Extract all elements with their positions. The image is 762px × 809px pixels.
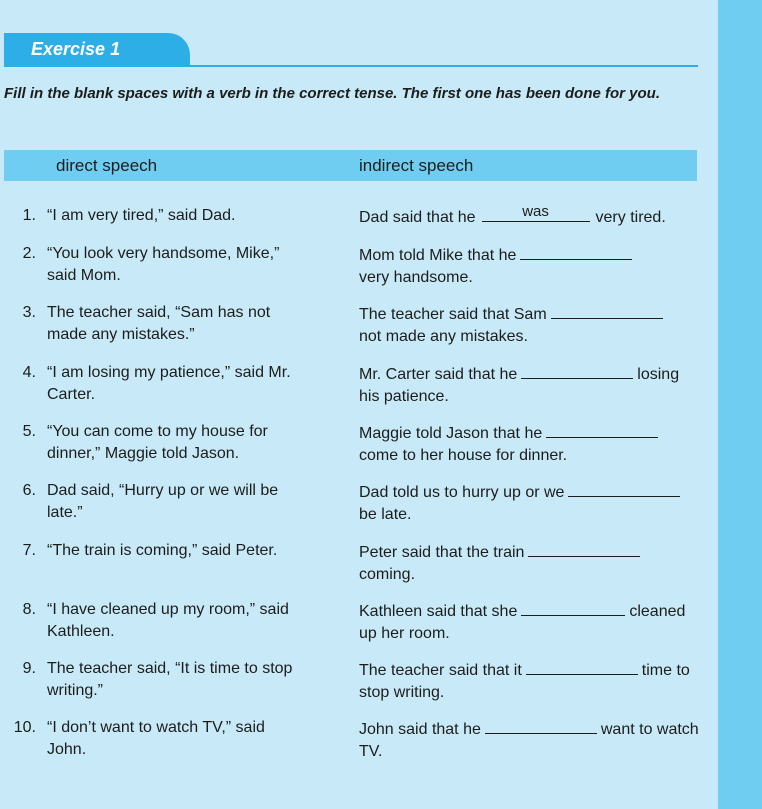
indirect-after: be late. [359,506,412,523]
instructions-text: Fill in the blank spaces with a [4,85,220,102]
indirect-before: Mr. Carter said that he [359,366,518,383]
indirect-after: losing his patience. [359,366,680,405]
direct-speech: “I am very tired,” said Dad. [47,207,236,224]
indirect-speech [359,540,699,586]
answer-blank[interactable] [528,540,640,557]
direct-speech: “You can come to my house for dinner,” Maggie told Jason. [47,423,268,462]
indirect-speech [359,599,699,645]
indirect-before: Dad said that he [359,209,476,226]
header-direct-speech: direct speech [56,156,158,175]
item-number: 5. [22,423,36,440]
indirect-speech [359,205,699,229]
direct-speech: “I am losing my patience,” said Mr. Carter. [47,364,291,403]
instructions-text-end: in the correct tense. The first one has been done for you. [250,85,660,102]
item-number: 2. [22,245,36,262]
indirect-after: come to her house for dinner. [359,447,568,464]
item-number: 8. [22,601,36,618]
indirect-before: The teacher said that Sam [359,306,547,323]
item-number: 3. [22,304,36,321]
indirect-speech [359,421,699,467]
direct-speech: The teacher said, “It is time to stop writing.” [47,660,293,699]
answer-blank[interactable] [521,599,625,616]
exercise-title: Exercise 1 [4,33,190,65]
indirect-before: Peter said that the train [359,544,525,561]
indirect-speech [359,243,699,289]
answer-text: was [522,203,549,220]
direct-speech: The teacher said, “Sam has not made any mistakes.” [47,304,271,343]
direct-speech: “The train is coming,” said Peter. [47,542,278,559]
instructions-keyword: verb [219,85,251,102]
answer-blank[interactable] [521,362,633,379]
indirect-speech [359,717,699,763]
answer-blank[interactable] [568,480,680,497]
indirect-speech [359,302,699,348]
indirect-after: time to stop writing. [359,662,690,701]
indirect-before: John said that he [359,721,481,738]
answer-blank[interactable] [485,717,597,734]
header-indirect-speech: indirect speech [359,156,474,175]
indirect-speech [359,658,699,704]
indirect-after: cleaned up her room. [359,603,686,642]
item-number: 10. [13,719,36,736]
item-number: 1. [22,207,36,224]
indirect-before: Dad told us to hurry up or we [359,484,565,501]
item-number: 4. [22,364,36,381]
item-number: 6. [22,482,36,499]
indirect-after: coming. [359,566,416,583]
answer-blank[interactable] [520,243,632,260]
indirect-before: The teacher said that it [359,662,522,679]
indirect-before: Mom told Mike that he [359,247,517,264]
answer-blank[interactable] [546,421,658,438]
right-margin-strip [718,0,762,809]
direct-speech: Dad said, “Hurry up or we will be late.” [47,482,279,521]
indirect-before: Maggie told Jason that he [359,425,543,442]
direct-speech: “You look very handsome, Mike,” said Mom. [47,245,280,284]
indirect-after: want to watch TV. [359,721,699,760]
indirect-after: very tired. [595,209,666,226]
indirect-before: Kathleen said that she [359,603,518,620]
answer-blank[interactable] [482,205,590,222]
item-number: 9. [22,660,36,677]
indirect-after: not made any mistakes. [359,328,528,345]
indirect-speech [359,480,699,526]
answer-blank[interactable] [551,302,663,319]
answer-blank[interactable] [526,658,638,675]
indirect-after: very handsome. [359,269,473,286]
item-number: 7. [22,542,36,559]
indirect-speech [359,362,699,408]
direct-speech: “I don’t want to watch TV,” said John. [47,719,265,758]
direct-speech: “I have cleaned up my room,” said Kathleen. [47,601,289,640]
